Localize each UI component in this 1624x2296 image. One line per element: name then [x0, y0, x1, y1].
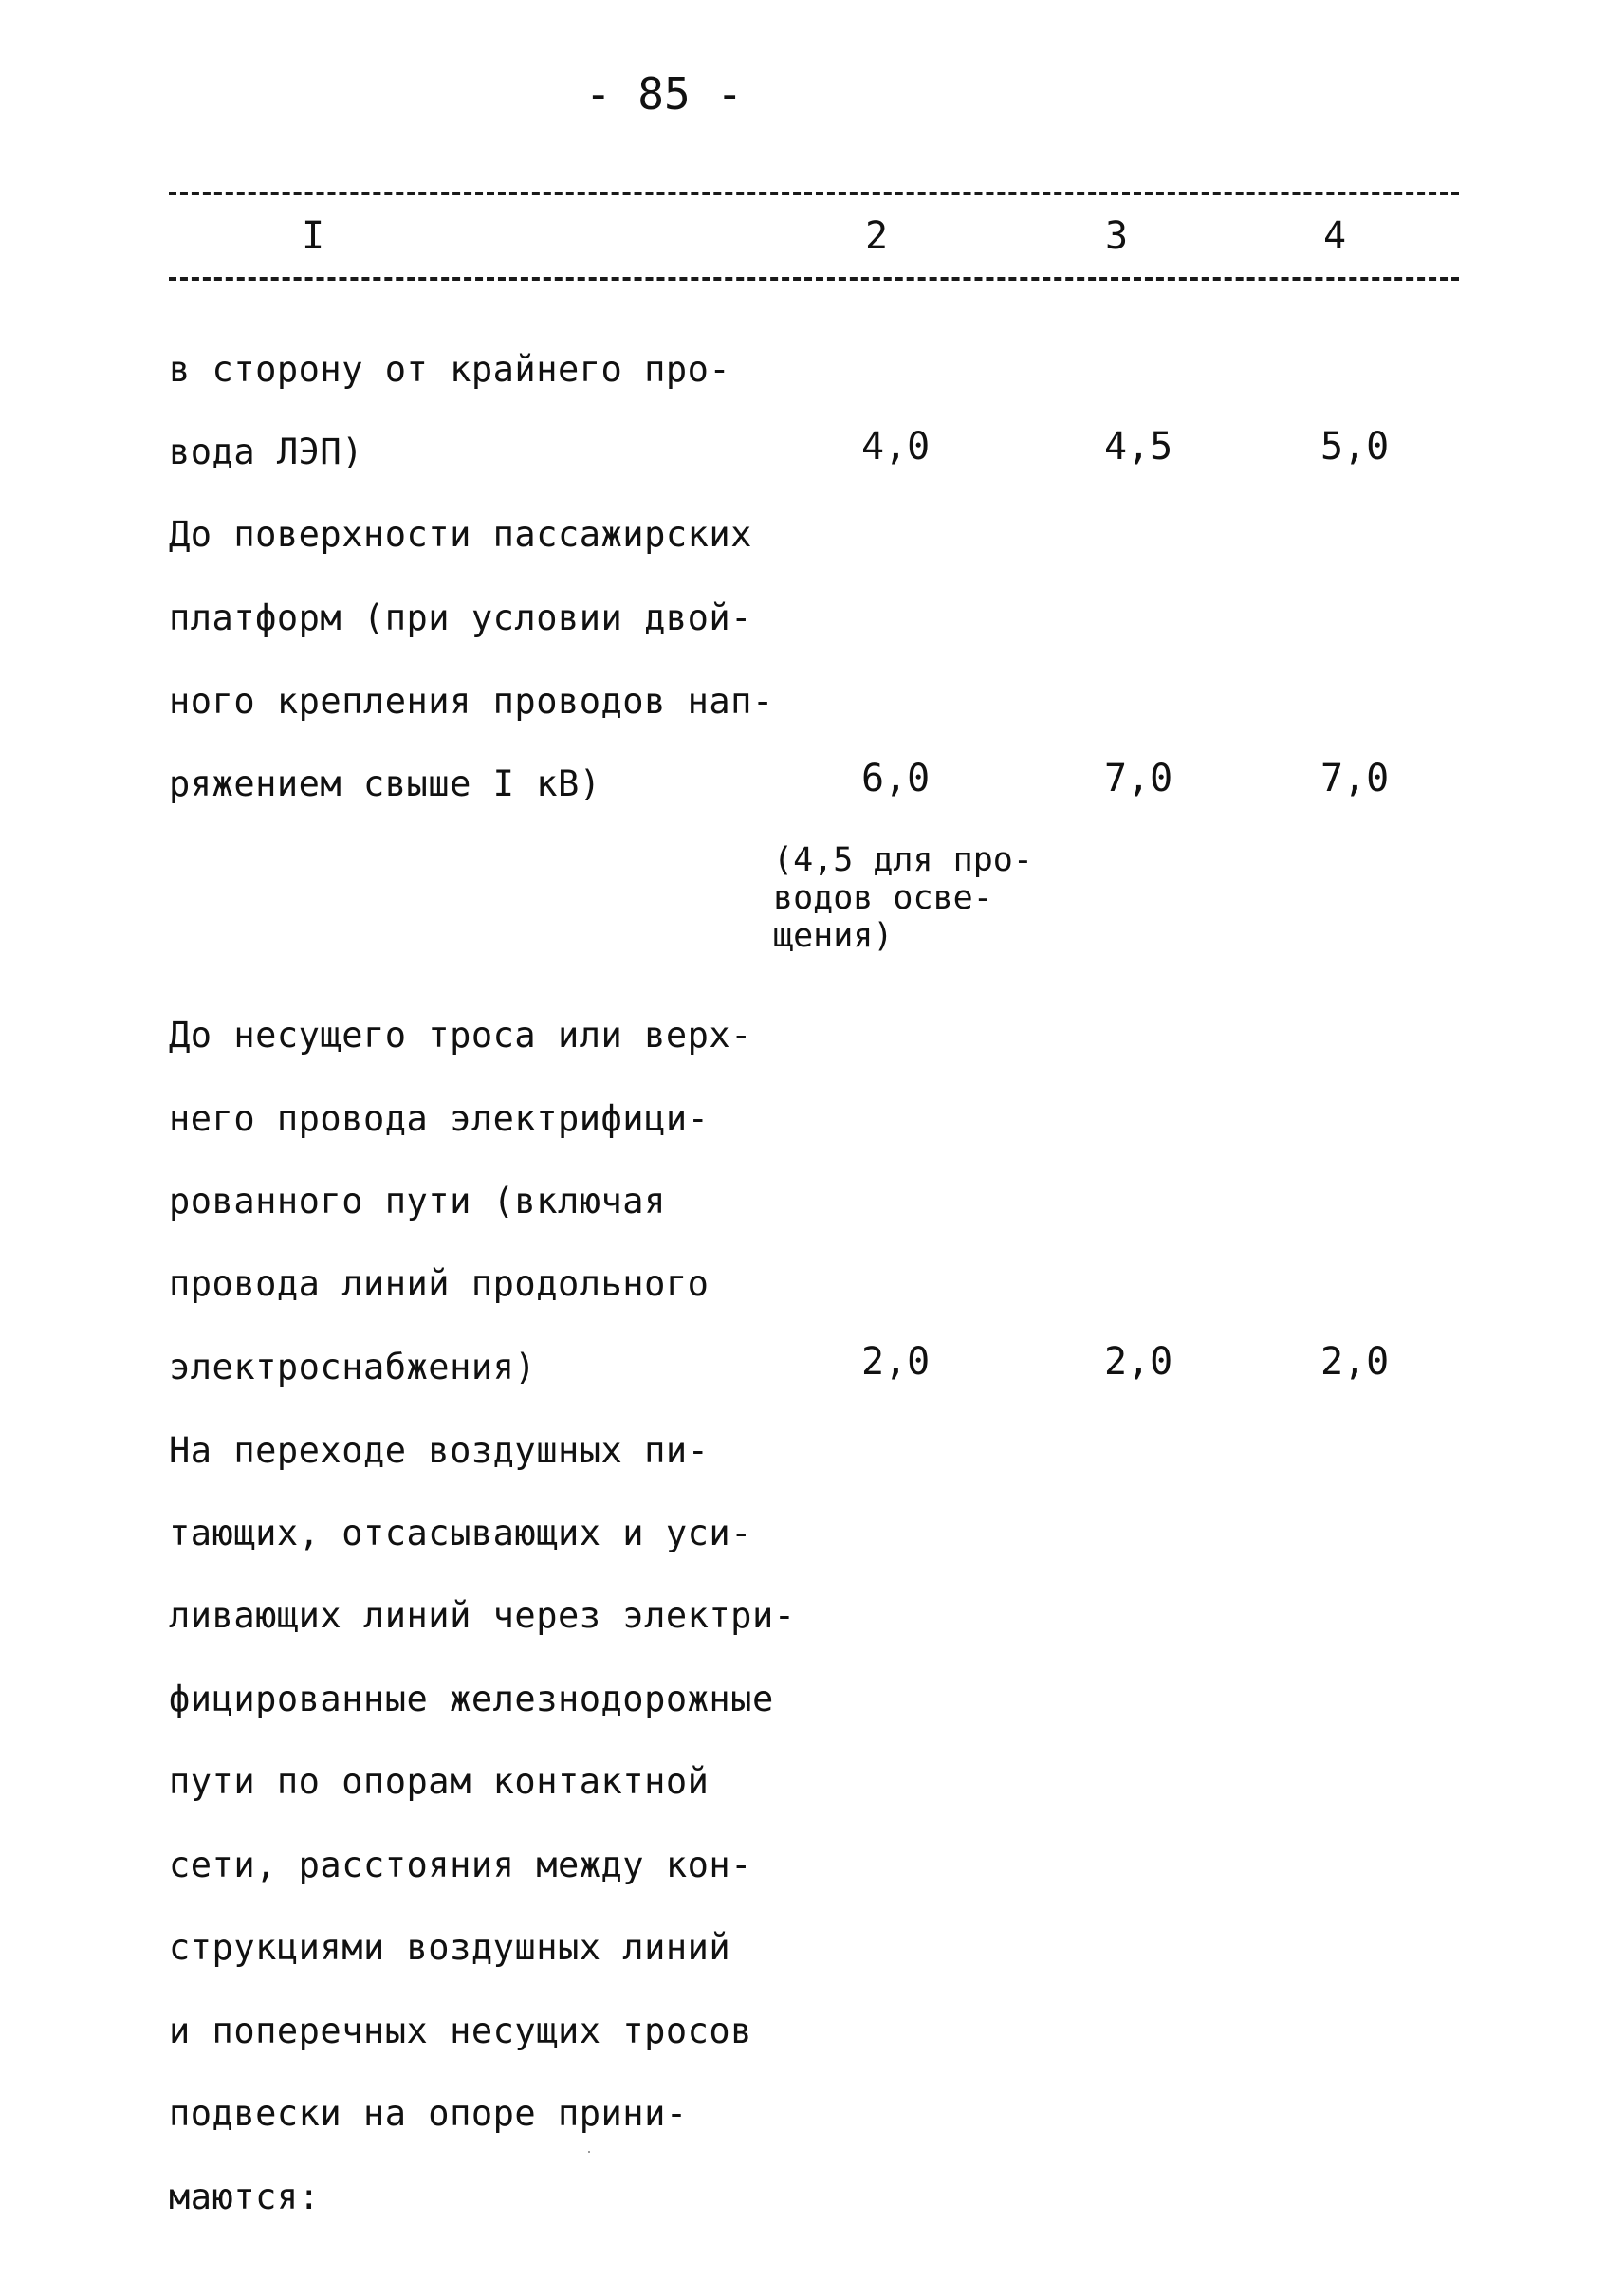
value-col4-row1: 5,0 [1320, 425, 1390, 468]
value-col3-row1: 4,5 [1104, 425, 1173, 468]
text-line: в сторону от крайнего про- [169, 349, 731, 390]
column-header-4: 4 [1323, 214, 1347, 258]
text-line: рованного пути (включая [169, 1181, 666, 1221]
value-col4-row3: 2,0 [1320, 1340, 1390, 1384]
text-line: струкциями воздушных линий [169, 1927, 731, 1968]
table-rule-top [169, 192, 1459, 195]
column-header-2: 2 [865, 214, 889, 258]
value-col2-row2: 6,0 [861, 757, 931, 800]
text-line: маются: [169, 2177, 321, 2217]
text-line: ного крепления проводов нап- [169, 681, 774, 722]
text-line: электроснабжения) [169, 1347, 537, 1387]
value-col3-row2: 7,0 [1104, 757, 1173, 800]
text-line: и поперечных несущих тросов [169, 2011, 752, 2051]
column-header-3: 3 [1105, 214, 1129, 258]
value-col2-row1: 4,0 [861, 425, 931, 468]
text-line: ливающих линий через электри- [169, 1595, 796, 1636]
scan-speck [588, 2151, 590, 2153]
value-col2-row3: 2,0 [861, 1340, 931, 1384]
table-rule-bottom [169, 277, 1459, 281]
text-line: сети, расстояния между кон- [169, 1845, 752, 1885]
text-line: ряжением свыше I кВ) [169, 763, 601, 804]
page-number: - 85 - [584, 68, 744, 119]
text-line: До несущего троса или верх- [169, 1015, 752, 1056]
value-col4-row2: 7,0 [1320, 757, 1390, 800]
text-line: На переходе воздушных пи- [169, 1430, 710, 1471]
column-header-1: I [302, 214, 325, 258]
text-line: фицированные железнодорожные [169, 1679, 774, 1719]
text-line: него провода электрифици- [169, 1098, 710, 1139]
text-line: тающих, отсасывающих и уси- [169, 1513, 752, 1553]
value-note: (4,5 для про- водов осве- щения) [773, 841, 1033, 955]
text-line: платформ (при условии двой- [169, 597, 752, 638]
text-line: вода ЛЭП) [169, 432, 363, 472]
text-line: провода линий продольного [169, 1263, 710, 1304]
value-col3-row3: 2,0 [1104, 1340, 1173, 1384]
text-line: До поверхности пассажирских [169, 514, 752, 555]
text-line: подвески на опоре прини- [169, 2093, 688, 2134]
text-line: пути по опорам контактной [169, 1761, 710, 1802]
